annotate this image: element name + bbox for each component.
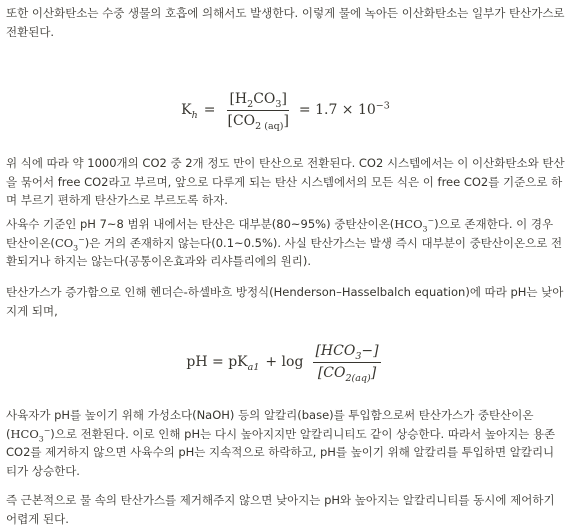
formula-hco3: $HCO_3^-$: [394, 216, 435, 234]
eq1-lhs: $K_h$: [181, 101, 198, 121]
formula-hco3-2: $HCO_3^-$: [10, 425, 51, 443]
eq1-fraction: [226, 90, 291, 130]
eq2-lhs: pH = $pK_{a1}$: [186, 353, 260, 373]
paragraph-conclusion: 즉 근본적으로 물 속의 탄산가스를 제거해주지 않으면 낮아지는 pH와 높아지는 알칼리니티를 동시에 제어하기 어렵게 된다.: [6, 493, 555, 526]
paragraph-intro: 또한 이산화탄소는 수중 생물의 호흡에 의해서도 발생한다. 이렇게 물에 녹아든 이산화탄소는 일부가 탄산가스로 전환된다.: [6, 6, 565, 39]
eq2-fraction: [313, 342, 380, 382]
eq2-log: + log: [265, 353, 304, 370]
eq1-denominator: $[CO_{2 (aq)}]$: [227, 112, 289, 132]
equation-henderson-hasselbalch: [0, 340, 571, 384]
eq2-numerator: $[HCO_3-]$: [315, 343, 379, 362]
paragraph-henderson: 탄산가스가 증가함으로 인해 헨더슨-하셀바흐 방정식(Henderson–Hasselbalch equation)에 따라 pH는 낮아지게 되며,: [6, 285, 564, 318]
eq1-equals: =: [203, 101, 216, 118]
formula-co3: $CO_3^-$: [54, 234, 85, 252]
paragraph-alkali: 사육자가 pH를 높이기 위해 가성소다(NaOH) 등의 알칼리(base)를 투입함으로써 탄산가스가 중탄산이온$(HCO_3^-)$으로 전환된다. 이로 인해 pH는 다시 높아지지만 알칼리니티도 같이 상승한다. 따라서 높아지는 용존 CO2를 제거하지 않으면 사육수의 pH는 지속적으로 하락하고, pH를 높이기 위해 알칼리를 투입하면 알칼리니티가 상승한다.: [6, 408, 556, 478]
eq2-denominator: $[CO_{2(aq)}]$: [317, 364, 377, 384]
paragraph-bicarbonate: 사육수 기준인 pH 7~8 범위 내에서는 탄산은 대부분(80~95%) 중탄산이온$(HCO_3^-)$으로 존재한다. 이 경우 탄산이온$(CO_3^-)$은 거의 존재하지 않는다(0.1~0.5%). 사실 탄산가스는 발생 즉시 대부분이 중탄산이온으로 전환되거나 하지는 않는다(공통이온효과와 리샤틀리에의 원리).: [6, 216, 563, 268]
eq1-rhs: = $1.7 \times 10^{-3}$: [298, 100, 390, 118]
paragraph-free-co2: 위 식에 따라 약 1000개의 CO2 중 2개 정도 만이 탄산으로 전환된다. CO2 시스템에서는 이 이산화탄소와 탄산을 묶어서 free CO2라고 부르며, 앞으로 다루게 되는 탄산 시스템에서의 모든 식은 이 free CO2를 기준으로 하며 부르기 편하게 탄산가스로 부르도록 하자.: [6, 156, 565, 207]
equation-carbonic-acid-constant: [0, 88, 571, 132]
eq1-numerator: $[H_2CO_3]$: [229, 91, 287, 110]
